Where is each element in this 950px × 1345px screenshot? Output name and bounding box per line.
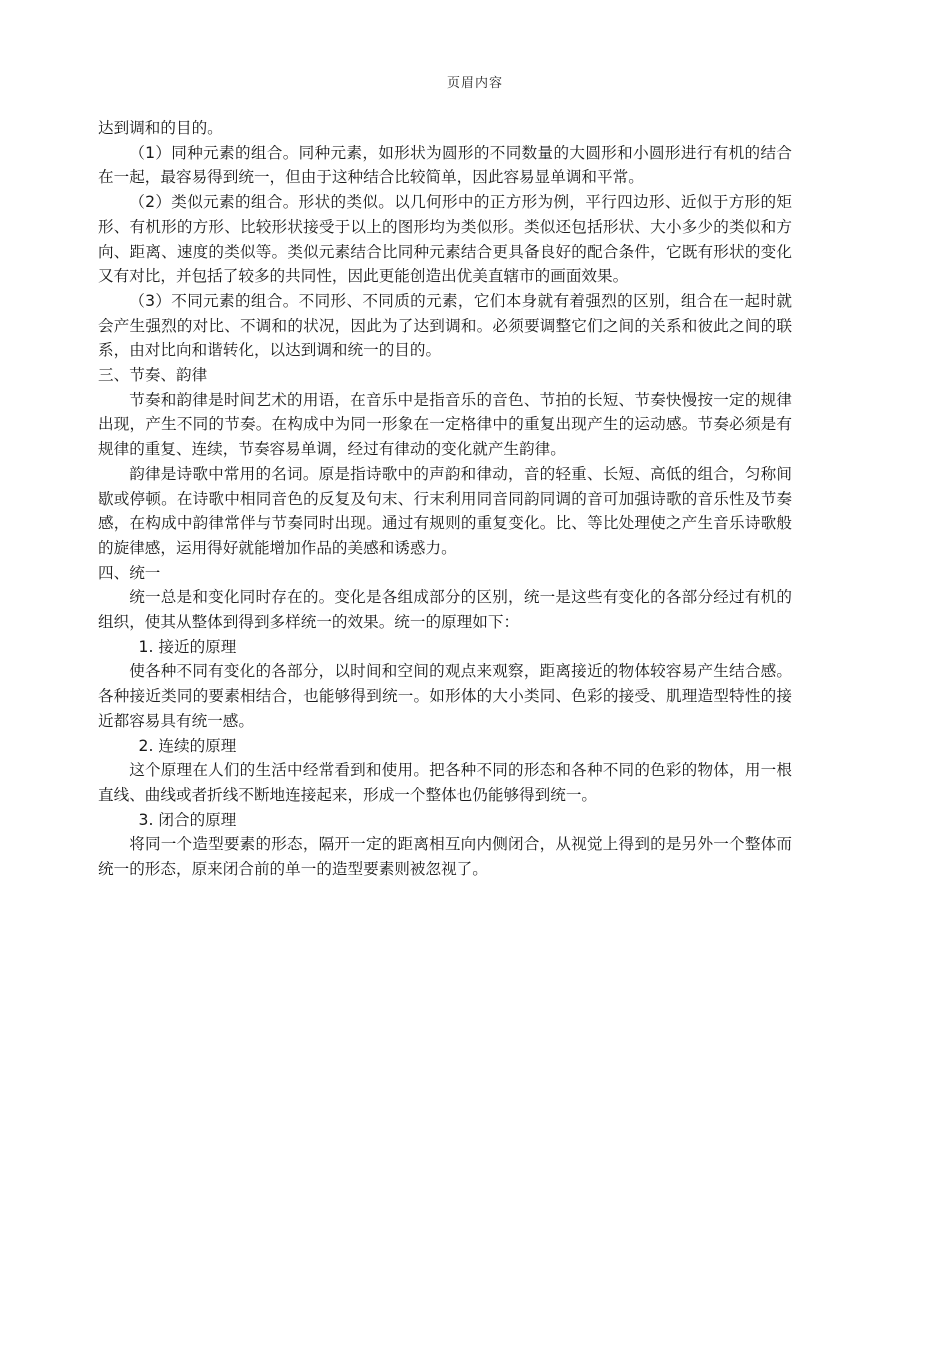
subheading-continuity: 2. 连续的原理 <box>138 736 237 755</box>
paragraph-proximity: 使各种不同有变化的各部分，以时间和空间的观点来观察，距离接近的物体较容易产生结合感。各种接近类同的要素相结合，也能够得到统一。如形体的大小类同、色彩的接受、肌理造型特性的接近都容易具有统一感。 <box>98 662 792 730</box>
paragraph-similar-elements: （2）类似元素的组合。形状的类似。以几何形中的正方形为例，平行四边形、近似于方形的矩形、有机形的方形、比较形状接受于以上的图形均为类似形。类似还包括形状、大小多少的类似和方向、距离、速度的类似等。类似元素结合比同种元素结合更具备良好的配合条件，它既有形状的变化又有对比，并包括了较多的共同性，因此更能创造出优美直辖市的画面效果。 <box>98 193 792 286</box>
section-heading-rhythm: 三、节奏、韵律 <box>98 366 208 385</box>
paragraph-continuation: 达到调和的目的。 <box>98 119 223 137</box>
subheading-proximity: 1. 接近的原理 <box>138 637 237 656</box>
paragraph-unity: 统一总是和变化同时存在的。变化是各组成部分的区别，统一是这些有变化的各部分经过有机的组织，使其从整体到得到多样统一的效果。统一的原理如下： <box>98 588 792 632</box>
paragraph-same-elements: （1）同种元素的组合。同种元素，如形状为圆形的不同数量的大圆形和小圆形进行有机的结合在一起，最容易得到统一，但由于这种结合比较简单，因此容易显单调和平常。 <box>98 143 792 187</box>
paragraph-different-elements: （3）不同元素的组合。不同形、不同质的元素，它们本身就有着强烈的区别，组合在一起时就会产生强烈的对比、不调和的状况，因此为了达到调和。必须要调整它们之间的关系和彼此之间的联系，由对比向和谐转化，以达到调和统一的目的。 <box>98 291 792 360</box>
page-header: 页眉内容 <box>446 76 503 91</box>
paragraph-closure: 将同一个造型要素的形态，隔开一定的距离相互向内侧闭合，从视觉上得到的是另外一个整体而统一的形态，原来闭合前的单一的造型要素则被忽视了。 <box>98 835 792 879</box>
paragraph-continuity: 这个原理在人们的生活中经常看到和使用。把各种不同的形态和各种不同的色彩的物体，用一根直线、曲线或者折线不断地连接起来，形成一个整体也仍能够得到统一。 <box>98 761 792 804</box>
paragraph-rhythm: 节奏和韵律是时间艺术的用语，在音乐中是指音乐的音色、节拍的长短、节奏快慢按一定的规律出现，产生不同的节奏。在构成中为同一形象在一定格律中的重复出现产生的运动感。节奏必须是有规律的重复、连续，节奏容易单调，经过有律动的变化就产生韵律。 <box>98 390 792 459</box>
paragraph-prosody: 韵律是诗歌中常用的名词。原是指诗歌中的声韵和律动，音的轻重、长短、高低的组合，匀称间歇或停顿。在诗歌中相同音色的反复及句末、行末利用同音同韵同调的音可加强诗歌的音乐性及节奏感，在构成中韵律常伴与节奏同时出现。通过有规则的重复变化。比、等比处理使之产生音乐诗歌般的旋律感，运用得好就能增加作品的美感和诱惑力。 <box>98 464 792 557</box>
subheading-closure: 3. 闭合的原理 <box>138 810 237 829</box>
document-body <box>98 116 792 882</box>
section-heading-unity: 四、统一 <box>98 563 161 582</box>
